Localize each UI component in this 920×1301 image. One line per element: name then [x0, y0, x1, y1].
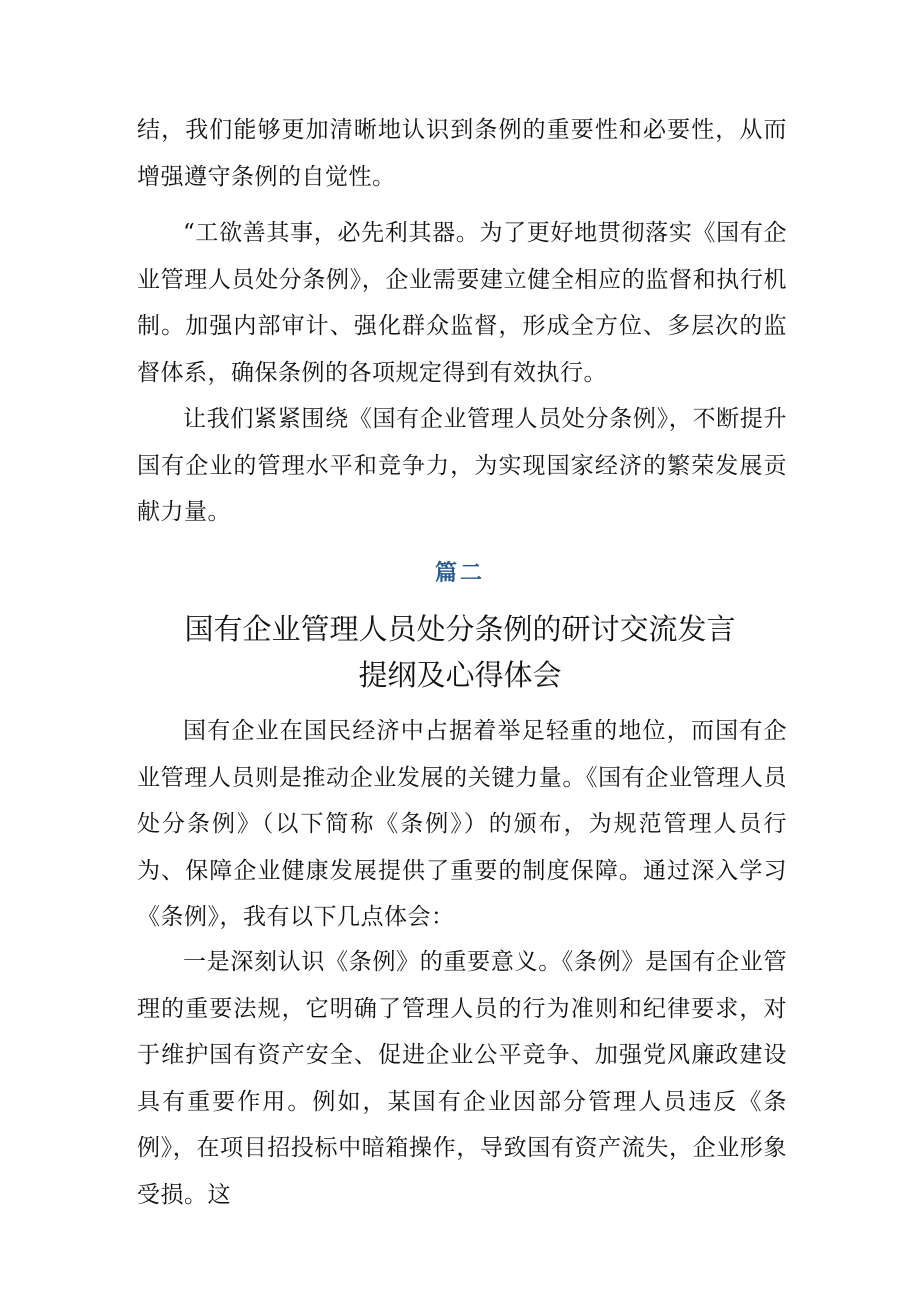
paragraph-closing: 让我们紧紧围绕《国有企业管理人员处分条例》，不断提升国有企业的管理水平和竞争力，为实现国家经济的繁荣发展贡献力量。 — [137, 406, 787, 525]
paragraph-intro: 国有企业在国民经济中占据着举足轻重的地位，而国有企业管理人员则是推动企业发展的关键力量。《国有企业管理人员处分条例》（以下简称《条例》）的颁布，为规范管理人员行为、保障企业健康发展提供了重要的制度保障。通过深入学习《条例》，我有以下几点体会： — [137, 718, 787, 930]
paragraph-point-one: 一是深刻认识《条例》的重要意义。《条例》是国有企业管理的重要法规，它明确了管理人员的行为准则和纪律要求，对于维护国有资产安全、促进企业公平竞争、加强党风廉政建设具有重要作用。例如，某国有企业因部分管理人员违反《条例》，在项目招投标中暗箱操作，导致国有资产流失，企业形象受损。这 — [137, 949, 787, 1208]
paragraph-quote: “工欲善其事，必先利其器。为了更好地贯彻落实《国有企业管理人员处分条例》，企业需要建立健全相应的监督和执行机制。加强内部审计、强化群众监督，形成全方位、多层次的监督体系，确保条例的各项规定得到有效执行。 — [137, 220, 787, 386]
article-title: 国有企业管理人员处分条例的研讨交流发言提纲及心得体会 — [184, 612, 736, 692]
section-label: 篇二 — [434, 560, 485, 586]
paragraph-continuation: 结，我们能够更加清晰地认识到条例的重要性和必要性，从而增强遵守条例的自觉性。 — [137, 117, 787, 190]
